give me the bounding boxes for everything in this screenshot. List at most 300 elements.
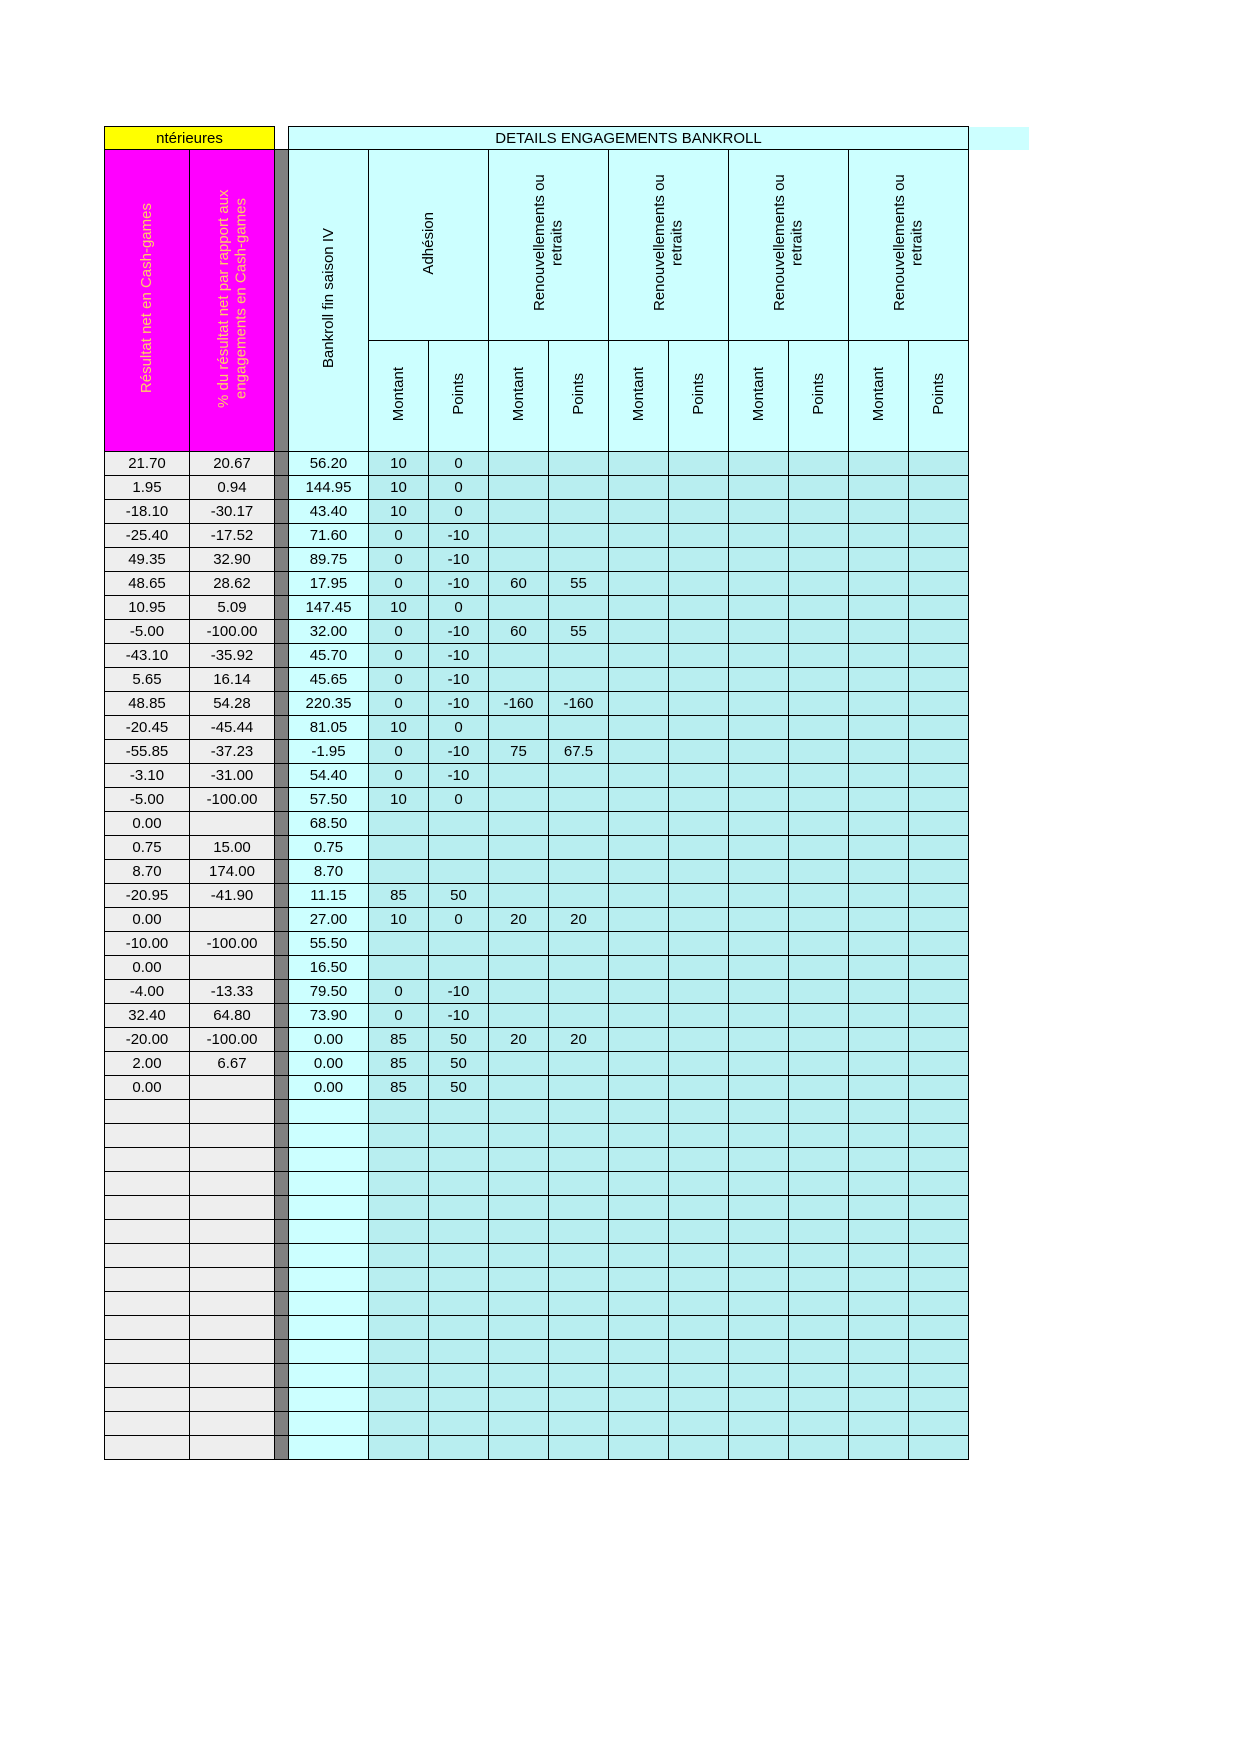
cell-renew4-points[interactable] (909, 572, 969, 596)
cell-renew3-montant[interactable] (729, 812, 789, 836)
cell-adhesion-points[interactable] (429, 1100, 489, 1124)
cell-renew1-points[interactable] (549, 1316, 609, 1340)
cell-renew2-montant[interactable] (609, 1292, 669, 1316)
cell-renew1-points[interactable] (549, 596, 609, 620)
cell-renew2-points[interactable] (669, 1052, 729, 1076)
cell-renew2-points[interactable] (669, 716, 729, 740)
cell-renew4-montant[interactable] (849, 1100, 909, 1124)
cell-renew1-points[interactable] (549, 1268, 609, 1292)
cell-renew3-montant[interactable] (729, 1124, 789, 1148)
cell-bankroll[interactable] (289, 1340, 369, 1364)
cell-renew1-montant[interactable] (489, 884, 549, 908)
cell-renew4-points[interactable] (909, 956, 969, 980)
cell-pct-result[interactable]: 0.94 (190, 476, 275, 500)
cell-adhesion-montant[interactable] (369, 1196, 429, 1220)
cell-renew3-points[interactable] (789, 1076, 849, 1100)
cell-result-net[interactable] (105, 1292, 190, 1316)
cell-bankroll[interactable]: 43.40 (289, 500, 369, 524)
cell-adhesion-points[interactable] (429, 1316, 489, 1340)
cell-renew1-montant[interactable] (489, 1268, 549, 1292)
cell-renew2-points[interactable] (669, 1148, 729, 1172)
cell-renew2-points[interactable] (669, 1124, 729, 1148)
cell-adhesion-points[interactable]: -10 (429, 524, 489, 548)
cell-adhesion-montant[interactable]: 0 (369, 1004, 429, 1028)
cell-adhesion-montant[interactable]: 10 (369, 452, 429, 476)
cell-renew3-points[interactable] (789, 1220, 849, 1244)
cell-renew2-points[interactable] (669, 548, 729, 572)
cell-adhesion-points[interactable]: 50 (429, 884, 489, 908)
cell-renew3-montant[interactable] (729, 572, 789, 596)
cell-pct-result[interactable] (190, 1292, 275, 1316)
cell-renew4-points[interactable] (909, 1124, 969, 1148)
cell-renew4-points[interactable] (909, 716, 969, 740)
cell-renew4-points[interactable] (909, 476, 969, 500)
cell-renew2-points[interactable] (669, 620, 729, 644)
cell-renew4-montant[interactable] (849, 452, 909, 476)
cell-renew3-points[interactable] (789, 452, 849, 476)
cell-adhesion-points[interactable]: 0 (429, 500, 489, 524)
cell-result-net[interactable]: 0.00 (105, 956, 190, 980)
cell-pct-result[interactable] (190, 1316, 275, 1340)
cell-result-net[interactable]: 48.65 (105, 572, 190, 596)
cell-renew3-points[interactable] (789, 1148, 849, 1172)
cell-renew2-montant[interactable] (609, 884, 669, 908)
cell-renew4-points[interactable] (909, 788, 969, 812)
cell-renew2-montant[interactable] (609, 620, 669, 644)
cell-adhesion-points[interactable]: 50 (429, 1076, 489, 1100)
cell-bankroll[interactable]: 220.35 (289, 692, 369, 716)
cell-adhesion-points[interactable]: -10 (429, 548, 489, 572)
cell-renew2-points[interactable] (669, 692, 729, 716)
cell-renew4-points[interactable] (909, 1292, 969, 1316)
cell-pct-result[interactable] (190, 1244, 275, 1268)
cell-renew1-points[interactable] (549, 764, 609, 788)
cell-renew2-points[interactable] (669, 1172, 729, 1196)
cell-renew1-points[interactable] (549, 1124, 609, 1148)
cell-result-net[interactable]: -4.00 (105, 980, 190, 1004)
cell-pct-result[interactable]: 54.28 (190, 692, 275, 716)
cell-pct-result[interactable] (190, 956, 275, 980)
cell-renew1-montant[interactable] (489, 1340, 549, 1364)
cell-result-net[interactable]: 0.00 (105, 812, 190, 836)
cell-renew4-montant[interactable] (849, 740, 909, 764)
cell-renew2-montant[interactable] (609, 1028, 669, 1052)
cell-bankroll[interactable]: 32.00 (289, 620, 369, 644)
cell-renew3-points[interactable] (789, 1292, 849, 1316)
cell-renew1-montant[interactable] (489, 524, 549, 548)
cell-bankroll[interactable] (289, 1148, 369, 1172)
cell-renew1-points[interactable] (549, 452, 609, 476)
cell-bankroll[interactable]: 81.05 (289, 716, 369, 740)
cell-renew1-montant[interactable] (489, 788, 549, 812)
cell-renew2-montant[interactable] (609, 1340, 669, 1364)
cell-adhesion-points[interactable]: 0 (429, 476, 489, 500)
cell-bankroll[interactable]: 0.00 (289, 1076, 369, 1100)
cell-adhesion-points[interactable]: 0 (429, 788, 489, 812)
cell-renew3-points[interactable] (789, 932, 849, 956)
cell-pct-result[interactable] (190, 1124, 275, 1148)
cell-adhesion-montant[interactable] (369, 812, 429, 836)
cell-renew4-points[interactable] (909, 596, 969, 620)
cell-renew2-points[interactable] (669, 932, 729, 956)
cell-result-net[interactable]: -10.00 (105, 932, 190, 956)
cell-adhesion-points[interactable] (429, 1148, 489, 1172)
cell-adhesion-montant[interactable]: 0 (369, 980, 429, 1004)
cell-renew2-points[interactable] (669, 836, 729, 860)
cell-renew1-points[interactable]: 55 (549, 572, 609, 596)
cell-bankroll[interactable]: 79.50 (289, 980, 369, 1004)
cell-result-net[interactable]: -25.40 (105, 524, 190, 548)
cell-bankroll[interactable]: 144.95 (289, 476, 369, 500)
cell-renew2-montant[interactable] (609, 476, 669, 500)
cell-adhesion-points[interactable] (429, 812, 489, 836)
cell-renew4-montant[interactable] (849, 1172, 909, 1196)
cell-adhesion-montant[interactable] (369, 932, 429, 956)
cell-adhesion-points[interactable] (429, 1412, 489, 1436)
cell-renew4-points[interactable] (909, 980, 969, 1004)
cell-renew1-points[interactable] (549, 716, 609, 740)
cell-renew1-montant[interactable] (489, 644, 549, 668)
cell-renew1-montant[interactable]: 60 (489, 620, 549, 644)
cell-renew4-montant[interactable] (849, 1028, 909, 1052)
cell-adhesion-montant[interactable] (369, 1148, 429, 1172)
cell-adhesion-montant[interactable] (369, 1244, 429, 1268)
cell-result-net[interactable]: 5.65 (105, 668, 190, 692)
cell-renew1-points[interactable] (549, 1388, 609, 1412)
cell-renew3-montant[interactable] (729, 1412, 789, 1436)
cell-renew4-montant[interactable] (849, 812, 909, 836)
cell-renew1-montant[interactable] (489, 812, 549, 836)
cell-renew1-points[interactable] (549, 524, 609, 548)
cell-renew4-montant[interactable] (849, 620, 909, 644)
cell-adhesion-points[interactable] (429, 1244, 489, 1268)
cell-renew3-montant[interactable] (729, 1268, 789, 1292)
cell-renew1-points[interactable] (549, 668, 609, 692)
cell-adhesion-montant[interactable]: 0 (369, 692, 429, 716)
cell-renew4-points[interactable] (909, 692, 969, 716)
cell-result-net[interactable] (105, 1268, 190, 1292)
cell-renew3-montant[interactable] (729, 1172, 789, 1196)
cell-renew3-montant[interactable] (729, 1364, 789, 1388)
cell-renew3-points[interactable] (789, 692, 849, 716)
cell-pct-result[interactable]: 64.80 (190, 1004, 275, 1028)
cell-adhesion-montant[interactable]: 10 (369, 716, 429, 740)
cell-bankroll[interactable] (289, 1196, 369, 1220)
cell-renew2-points[interactable] (669, 1316, 729, 1340)
cell-result-net[interactable] (105, 1124, 190, 1148)
cell-adhesion-montant[interactable]: 10 (369, 908, 429, 932)
cell-renew3-montant[interactable] (729, 740, 789, 764)
cell-renew4-montant[interactable] (849, 1412, 909, 1436)
cell-renew2-montant[interactable] (609, 1412, 669, 1436)
cell-renew4-montant[interactable] (849, 1220, 909, 1244)
cell-adhesion-points[interactable]: -10 (429, 764, 489, 788)
cell-adhesion-montant[interactable]: 85 (369, 1028, 429, 1052)
cell-bankroll[interactable] (289, 1412, 369, 1436)
cell-renew1-montant[interactable] (489, 1316, 549, 1340)
cell-adhesion-montant[interactable] (369, 860, 429, 884)
cell-renew1-montant[interactable] (489, 1100, 549, 1124)
cell-renew1-montant[interactable] (489, 932, 549, 956)
cell-pct-result[interactable]: -35.92 (190, 644, 275, 668)
cell-renew3-points[interactable] (789, 1412, 849, 1436)
cell-adhesion-points[interactable] (429, 1268, 489, 1292)
cell-bankroll[interactable]: 147.45 (289, 596, 369, 620)
cell-bankroll[interactable] (289, 1292, 369, 1316)
cell-adhesion-points[interactable]: -10 (429, 692, 489, 716)
cell-renew2-montant[interactable] (609, 668, 669, 692)
cell-renew1-montant[interactable] (489, 668, 549, 692)
cell-renew3-montant[interactable] (729, 1004, 789, 1028)
cell-bankroll[interactable]: 55.50 (289, 932, 369, 956)
cell-renew1-montant[interactable] (489, 1364, 549, 1388)
cell-pct-result[interactable]: 16.14 (190, 668, 275, 692)
cell-adhesion-montant[interactable]: 0 (369, 548, 429, 572)
cell-adhesion-montant[interactable]: 0 (369, 740, 429, 764)
cell-renew2-points[interactable] (669, 596, 729, 620)
cell-result-net[interactable]: -20.95 (105, 884, 190, 908)
cell-renew1-montant[interactable]: 75 (489, 740, 549, 764)
cell-bankroll[interactable]: 17.95 (289, 572, 369, 596)
cell-bankroll[interactable] (289, 1220, 369, 1244)
cell-renew3-points[interactable] (789, 1388, 849, 1412)
cell-result-net[interactable]: -3.10 (105, 764, 190, 788)
cell-renew2-montant[interactable] (609, 1220, 669, 1244)
cell-renew3-montant[interactable] (729, 452, 789, 476)
cell-adhesion-montant[interactable] (369, 1268, 429, 1292)
cell-renew2-points[interactable] (669, 1196, 729, 1220)
cell-adhesion-points[interactable] (429, 836, 489, 860)
cell-renew1-montant[interactable] (489, 596, 549, 620)
cell-bankroll[interactable]: 73.90 (289, 1004, 369, 1028)
cell-bankroll[interactable]: 68.50 (289, 812, 369, 836)
cell-renew3-montant[interactable] (729, 1028, 789, 1052)
cell-renew4-points[interactable] (909, 1220, 969, 1244)
cell-bankroll[interactable]: 11.15 (289, 884, 369, 908)
cell-result-net[interactable]: 0.00 (105, 908, 190, 932)
cell-renew4-montant[interactable] (849, 1052, 909, 1076)
cell-renew4-montant[interactable] (849, 548, 909, 572)
cell-adhesion-points[interactable] (429, 1364, 489, 1388)
cell-renew4-montant[interactable] (849, 908, 909, 932)
cell-pct-result[interactable]: 20.67 (190, 452, 275, 476)
cell-renew2-montant[interactable] (609, 1172, 669, 1196)
cell-renew4-points[interactable] (909, 764, 969, 788)
cell-renew1-points[interactable] (549, 500, 609, 524)
cell-renew3-montant[interactable] (729, 1388, 789, 1412)
cell-renew2-montant[interactable] (609, 1196, 669, 1220)
cell-renew1-points[interactable] (549, 1076, 609, 1100)
cell-adhesion-points[interactable]: -10 (429, 668, 489, 692)
cell-renew4-points[interactable] (909, 1196, 969, 1220)
cell-renew2-montant[interactable] (609, 908, 669, 932)
cell-bankroll[interactable] (289, 1388, 369, 1412)
cell-bankroll[interactable] (289, 1244, 369, 1268)
cell-result-net[interactable]: -55.85 (105, 740, 190, 764)
cell-adhesion-points[interactable] (429, 1220, 489, 1244)
cell-bankroll[interactable] (289, 1316, 369, 1340)
cell-renew1-points[interactable] (549, 812, 609, 836)
cell-renew3-montant[interactable] (729, 932, 789, 956)
cell-renew2-points[interactable] (669, 908, 729, 932)
cell-renew1-points[interactable] (549, 476, 609, 500)
cell-renew3-points[interactable] (789, 1028, 849, 1052)
cell-pct-result[interactable] (190, 1268, 275, 1292)
cell-renew3-points[interactable] (789, 596, 849, 620)
cell-adhesion-montant[interactable]: 10 (369, 476, 429, 500)
cell-adhesion-points[interactable] (429, 1388, 489, 1412)
cell-adhesion-montant[interactable] (369, 1412, 429, 1436)
cell-renew1-points[interactable] (549, 1292, 609, 1316)
cell-renew4-montant[interactable] (849, 1268, 909, 1292)
cell-renew4-montant[interactable] (849, 1436, 909, 1460)
cell-pct-result[interactable] (190, 1388, 275, 1412)
cell-renew3-montant[interactable] (729, 476, 789, 500)
cell-renew2-montant[interactable] (609, 1244, 669, 1268)
cell-renew4-points[interactable] (909, 1148, 969, 1172)
cell-renew3-montant[interactable] (729, 500, 789, 524)
cell-renew3-points[interactable] (789, 1124, 849, 1148)
cell-renew1-montant[interactable] (489, 860, 549, 884)
cell-adhesion-montant[interactable]: 0 (369, 644, 429, 668)
cell-renew2-montant[interactable] (609, 716, 669, 740)
cell-renew3-points[interactable] (789, 788, 849, 812)
cell-pct-result[interactable]: 15.00 (190, 836, 275, 860)
cell-renew4-montant[interactable] (849, 716, 909, 740)
cell-renew2-montant[interactable] (609, 1388, 669, 1412)
cell-result-net[interactable] (105, 1436, 190, 1460)
cell-renew4-montant[interactable] (849, 932, 909, 956)
cell-renew4-points[interactable] (909, 1340, 969, 1364)
cell-renew1-points[interactable] (549, 1220, 609, 1244)
cell-renew2-points[interactable] (669, 812, 729, 836)
cell-renew1-points[interactable] (549, 644, 609, 668)
cell-renew2-points[interactable] (669, 1364, 729, 1388)
cell-pct-result[interactable] (190, 1220, 275, 1244)
cell-renew1-montant[interactable] (489, 476, 549, 500)
cell-renew4-montant[interactable] (849, 1244, 909, 1268)
cell-pct-result[interactable] (190, 1436, 275, 1460)
cell-renew3-points[interactable] (789, 956, 849, 980)
cell-adhesion-points[interactable] (429, 932, 489, 956)
cell-result-net[interactable] (105, 1340, 190, 1364)
cell-renew3-montant[interactable] (729, 764, 789, 788)
cell-adhesion-points[interactable] (429, 1172, 489, 1196)
cell-renew2-montant[interactable] (609, 1124, 669, 1148)
cell-result-net[interactable]: -5.00 (105, 620, 190, 644)
cell-renew4-montant[interactable] (849, 980, 909, 1004)
cell-renew2-montant[interactable] (609, 1268, 669, 1292)
cell-renew1-montant[interactable] (489, 1244, 549, 1268)
cell-renew2-montant[interactable] (609, 1364, 669, 1388)
cell-adhesion-points[interactable]: -10 (429, 644, 489, 668)
cell-renew1-points[interactable] (549, 836, 609, 860)
cell-renew1-points[interactable] (549, 860, 609, 884)
cell-renew2-points[interactable] (669, 956, 729, 980)
cell-renew3-montant[interactable] (729, 548, 789, 572)
cell-bankroll[interactable] (289, 1172, 369, 1196)
cell-renew4-montant[interactable] (849, 692, 909, 716)
cell-renew2-montant[interactable] (609, 524, 669, 548)
cell-renew1-points[interactable] (549, 1100, 609, 1124)
cell-renew3-points[interactable] (789, 644, 849, 668)
cell-renew2-points[interactable] (669, 1076, 729, 1100)
cell-renew1-points[interactable]: 20 (549, 1028, 609, 1052)
cell-renew2-points[interactable] (669, 860, 729, 884)
cell-result-net[interactable]: 21.70 (105, 452, 190, 476)
cell-renew2-montant[interactable] (609, 692, 669, 716)
cell-renew4-points[interactable] (909, 884, 969, 908)
cell-renew1-montant[interactable] (489, 1172, 549, 1196)
cell-renew3-points[interactable] (789, 572, 849, 596)
cell-renew1-points[interactable]: 67.5 (549, 740, 609, 764)
cell-renew3-points[interactable] (789, 1172, 849, 1196)
cell-result-net[interactable]: 1.95 (105, 476, 190, 500)
cell-renew2-points[interactable] (669, 668, 729, 692)
cell-adhesion-points[interactable] (429, 1436, 489, 1460)
cell-adhesion-montant[interactable]: 0 (369, 668, 429, 692)
cell-adhesion-points[interactable]: 0 (429, 716, 489, 740)
cell-renew2-montant[interactable] (609, 836, 669, 860)
cell-renew2-montant[interactable] (609, 788, 669, 812)
cell-renew4-montant[interactable] (849, 956, 909, 980)
cell-result-net[interactable]: -18.10 (105, 500, 190, 524)
cell-pct-result[interactable] (190, 1172, 275, 1196)
cell-renew1-points[interactable] (549, 548, 609, 572)
cell-bankroll[interactable] (289, 1436, 369, 1460)
cell-renew1-montant[interactable] (489, 1052, 549, 1076)
cell-renew2-montant[interactable] (609, 452, 669, 476)
cell-pct-result[interactable]: -30.17 (190, 500, 275, 524)
cell-bankroll[interactable] (289, 1100, 369, 1124)
cell-renew3-montant[interactable] (729, 884, 789, 908)
cell-renew3-points[interactable] (789, 548, 849, 572)
cell-renew3-montant[interactable] (729, 1340, 789, 1364)
cell-renew2-points[interactable] (669, 1100, 729, 1124)
cell-renew4-montant[interactable] (849, 1004, 909, 1028)
cell-result-net[interactable] (105, 1220, 190, 1244)
cell-pct-result[interactable]: -100.00 (190, 788, 275, 812)
cell-renew4-points[interactable] (909, 1364, 969, 1388)
cell-renew1-montant[interactable] (489, 956, 549, 980)
cell-result-net[interactable]: 32.40 (105, 1004, 190, 1028)
cell-renew2-points[interactable] (669, 1388, 729, 1412)
cell-renew3-montant[interactable] (729, 1100, 789, 1124)
cell-renew2-montant[interactable] (609, 644, 669, 668)
cell-renew2-points[interactable] (669, 884, 729, 908)
cell-renew4-points[interactable] (909, 1100, 969, 1124)
cell-pct-result[interactable]: 174.00 (190, 860, 275, 884)
cell-renew3-montant[interactable] (729, 1196, 789, 1220)
cell-bankroll[interactable]: 0.00 (289, 1052, 369, 1076)
cell-renew1-points[interactable] (549, 1172, 609, 1196)
cell-renew1-points[interactable] (549, 1148, 609, 1172)
cell-renew1-points[interactable] (549, 1412, 609, 1436)
cell-renew1-montant[interactable] (489, 500, 549, 524)
cell-renew1-montant[interactable] (489, 836, 549, 860)
cell-renew1-points[interactable] (549, 1436, 609, 1460)
cell-bankroll[interactable] (289, 1268, 369, 1292)
cell-renew2-points[interactable] (669, 644, 729, 668)
cell-result-net[interactable]: 8.70 (105, 860, 190, 884)
cell-renew4-montant[interactable] (849, 500, 909, 524)
cell-renew4-montant[interactable] (849, 836, 909, 860)
cell-renew1-montant[interactable]: 20 (489, 1028, 549, 1052)
cell-result-net[interactable]: -20.00 (105, 1028, 190, 1052)
cell-renew2-points[interactable] (669, 980, 729, 1004)
cell-pct-result[interactable] (190, 1412, 275, 1436)
cell-renew1-points[interactable] (549, 1004, 609, 1028)
